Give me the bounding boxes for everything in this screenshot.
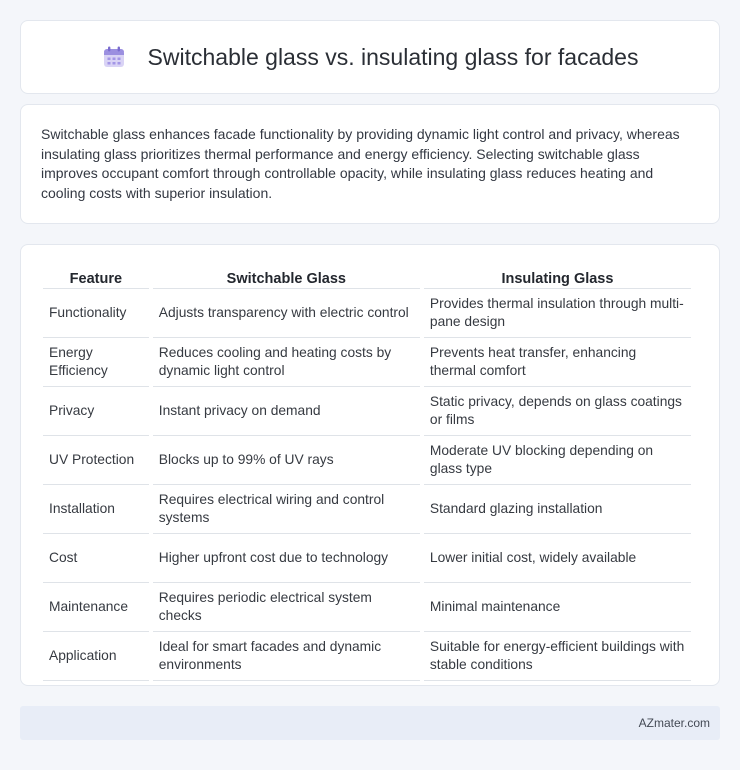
- switchable-cell: Requires electrical wiring and control systems: [153, 485, 420, 534]
- switchable-cell: Instant privacy on demand: [153, 387, 420, 436]
- switchable-cell: Requires periodic electrical system checks: [153, 583, 420, 632]
- table-row: [43, 534, 691, 583]
- feature-cell: Maintenance: [43, 583, 149, 632]
- header-switchable-glass: Switchable Glass: [153, 265, 420, 289]
- table-row: [43, 583, 691, 632]
- table-row: [43, 632, 691, 681]
- table-row: [43, 485, 691, 534]
- header-insulating-glass: Insulating Glass: [424, 265, 691, 289]
- insulating-cell: Lower initial cost, widely available: [424, 534, 691, 583]
- feature-cell: Application: [43, 632, 149, 681]
- feature-cell: Energy Efficiency: [43, 338, 149, 387]
- table-row: [43, 289, 691, 338]
- footer-bar: [20, 706, 720, 740]
- table-row: [43, 436, 691, 485]
- comparison-card: [20, 244, 720, 686]
- page-title: Switchable glass vs. insulating glass for facades: [147, 43, 639, 70]
- feature-cell: Cost: [43, 534, 149, 583]
- switchable-cell: Reduces cooling and heating costs by dynamic light control: [153, 338, 420, 387]
- feature-cell: UV Protection: [43, 436, 149, 485]
- switchable-cell: Adjusts transparency with electric control: [153, 289, 420, 338]
- comparison-table: [39, 265, 695, 681]
- feature-cell: Functionality: [43, 289, 149, 338]
- feature-cell: Privacy: [43, 387, 149, 436]
- table-header-row: [43, 265, 691, 289]
- footer-site-link[interactable]: AZmater.com: [638, 716, 710, 730]
- insulating-cell: Moderate UV blocking depending on glass type: [424, 436, 691, 485]
- switchable-cell: Higher upfront cost due to technology: [153, 534, 420, 583]
- insulating-cell: Prevents heat transfer, enhancing thermal comfort: [424, 338, 691, 387]
- table-row: [43, 387, 691, 436]
- calendar-icon: [102, 45, 126, 69]
- insulating-cell: Static privacy, depends on glass coatings or films: [424, 387, 691, 436]
- insulating-cell: Suitable for energy-efficient buildings with stable conditions: [424, 632, 691, 681]
- switchable-cell: Blocks up to 99% of UV rays: [153, 436, 420, 485]
- insulating-cell: Provides thermal insulation through multi-pane design: [424, 289, 691, 338]
- insulating-cell: Minimal maintenance: [424, 583, 691, 632]
- intro-card: [20, 104, 720, 224]
- intro-paragraph: Switchable glass enhances facade functionality by providing dynamic light control and privacy, whereas insulating glass prioritizes thermal performance and energy efficiency. Selecting switchable glass improves occupant comfort through controllable opacity, while insulating glass reduces heating and cooling costs with superior insulation.: [41, 126, 680, 201]
- title-card: [20, 20, 720, 94]
- table-row: [43, 338, 691, 387]
- header-feature: Feature: [43, 265, 149, 289]
- switchable-cell: Ideal for smart facades and dynamic environments: [153, 632, 420, 681]
- insulating-cell: Standard glazing installation: [424, 485, 691, 534]
- feature-cell: Installation: [43, 485, 149, 534]
